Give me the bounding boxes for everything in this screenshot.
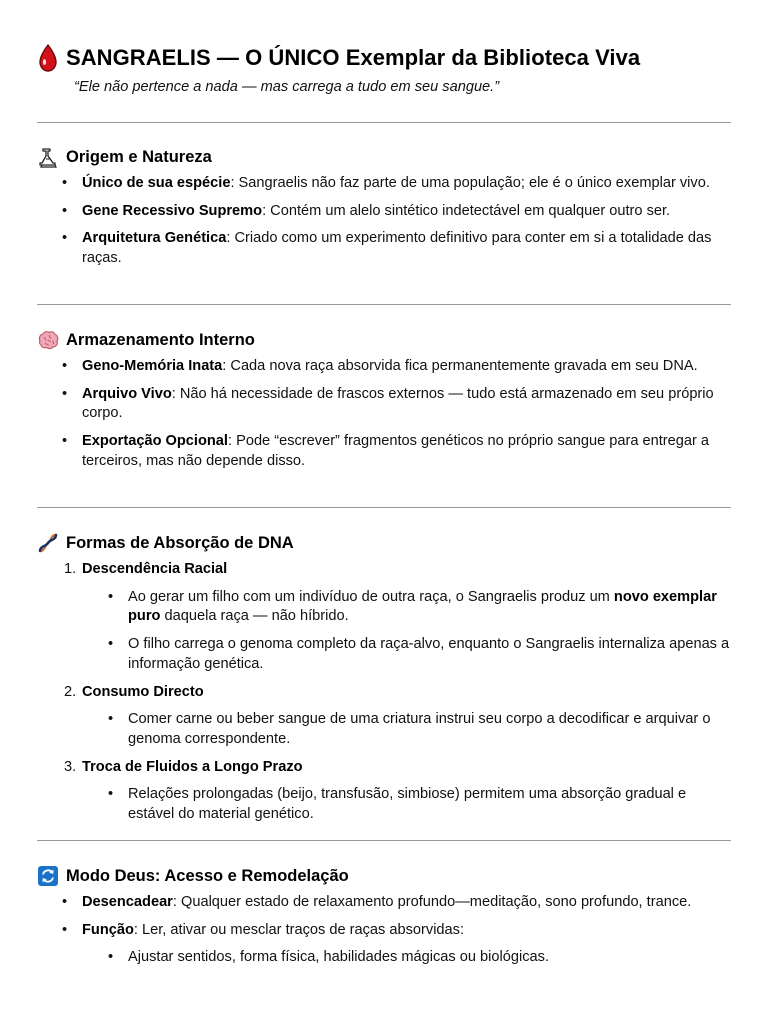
sub-list <box>37 948 727 968</box>
item-term: Desencadear <box>82 894 173 910</box>
sub-item: • Ajustar sentidos, forma física, habilidades mágicas ou biológicas. <box>37 948 727 968</box>
item-term: Geno-Memória Inata <box>82 358 223 374</box>
bullet-list <box>37 893 731 968</box>
section-absorcao <box>37 531 731 825</box>
sub-text: Relações prolongadas (beijo, transfusão, simbiose) permitem uma absorção gradual e estável do material genético. <box>128 786 687 823</box>
list-item <box>37 432 731 471</box>
item-term: Único de sua espécie <box>82 175 231 191</box>
section-divider <box>37 122 731 123</box>
section-modo-deus <box>37 864 731 968</box>
sub-emphasis: novo exemplar puro <box>128 588 717 625</box>
item-text: : Contém um alelo sintético indetectável em qualquer outro ser. <box>262 202 671 219</box>
section-heading <box>37 531 731 555</box>
list-item <box>37 229 731 268</box>
section-divider <box>37 304 731 305</box>
section-origem <box>37 145 731 269</box>
section-title: Formas de Absorção de DNA <box>66 533 294 552</box>
refresh-icon <box>37 865 59 887</box>
section-title: Origem e Natureza <box>66 147 212 166</box>
item-text: : Pode “escrever” fragmentos genéticos no próprio sangue para entregar a terceiros, mas não depende disso. <box>82 433 710 469</box>
list-item <box>37 921 731 968</box>
sub-list <box>82 710 731 749</box>
item-label: Troca de Fluidos a Longo Prazo <box>82 758 303 775</box>
item-term: Função <box>82 921 134 938</box>
sub-item <box>37 635 731 674</box>
item-number: 3. <box>64 758 77 775</box>
blood-drop-icon <box>37 44 59 72</box>
item-text: : Sangraelis não faz parte de uma população; ele é o único exemplar vivo. <box>230 175 710 191</box>
sub-item <box>37 710 731 749</box>
sub-list <box>82 588 731 675</box>
sub-text: Comer carne ou beber sangue de uma criatura instrui seu corpo a decodificar e arquivar o genoma correspondente. <box>128 711 711 747</box>
section-divider <box>37 840 731 841</box>
section-title: Modo Deus: Acesso e Remodelação <box>66 866 349 885</box>
section-armazenamento <box>37 328 731 472</box>
scroll-lab-icon <box>37 146 59 168</box>
numbered-item <box>37 683 731 750</box>
sub-item <box>37 785 731 824</box>
item-number: 2. <box>64 683 77 700</box>
bullet-list <box>37 357 731 472</box>
dna-icon <box>37 532 59 554</box>
item-text: : Ler, ativar ou mesclar traços de raças absorvidas: <box>133 921 465 938</box>
section-heading <box>37 328 731 352</box>
epigraph-quote: “Ele não pertence a nada — mas carrega a tudo em seu sangue.” <box>74 79 500 95</box>
bullet-list <box>37 174 731 269</box>
item-term: Arquivo Vivo <box>82 385 172 402</box>
list-item <box>37 385 731 424</box>
item-number: 1. <box>64 561 77 577</box>
list-item <box>37 202 731 222</box>
item-label: Consumo Directo <box>82 683 204 700</box>
brain-icon <box>37 329 59 351</box>
sub-item <box>37 588 731 627</box>
list-item <box>37 174 731 194</box>
item-text: : Cada nova raça absorvida fica permanentemente gravada em seu DNA. <box>222 358 698 374</box>
list-item <box>37 893 731 913</box>
item-term: Arquitetura Genética <box>82 230 227 247</box>
item-text: : Qualquer estado de relaxamento profundo—meditação, sono profundo, trance. <box>172 894 692 910</box>
sub-text: Ao gerar um filho com um indivíduo de outra raça, o Sangraelis produz um <box>128 588 614 605</box>
item-text: : Criado como um experimento definitivo para conter em si a totalidade das raças. <box>82 230 712 267</box>
numbered-item <box>37 560 731 675</box>
sub-list <box>82 785 731 824</box>
item-label: Descendência Racial <box>82 561 228 577</box>
section-heading <box>37 864 731 888</box>
page-title: SANGRAELIS — O ÚNICO Exemplar da Biblioteca Viva <box>66 45 641 70</box>
item-term: Exportação Opcional <box>82 433 228 450</box>
section-divider <box>37 507 731 508</box>
sub-text: daquela raça — não híbrido. <box>160 608 349 625</box>
item-term: Gene Recessivo Supremo <box>82 202 263 219</box>
section-title: Armazenamento Interno <box>66 330 255 349</box>
list-item <box>37 357 731 377</box>
sub-text: O filho carrega o genoma completo da raça-alvo, enquanto o Sangraelis internaliza apenas a informação genética. <box>128 636 730 672</box>
section-heading <box>37 145 731 169</box>
numbered-item <box>37 758 731 825</box>
title-row <box>37 44 640 72</box>
item-text: : Não há necessidade de frascos externos — tudo está armazenado em seu próprio corpo. <box>82 385 714 422</box>
numbered-list <box>37 560 731 825</box>
